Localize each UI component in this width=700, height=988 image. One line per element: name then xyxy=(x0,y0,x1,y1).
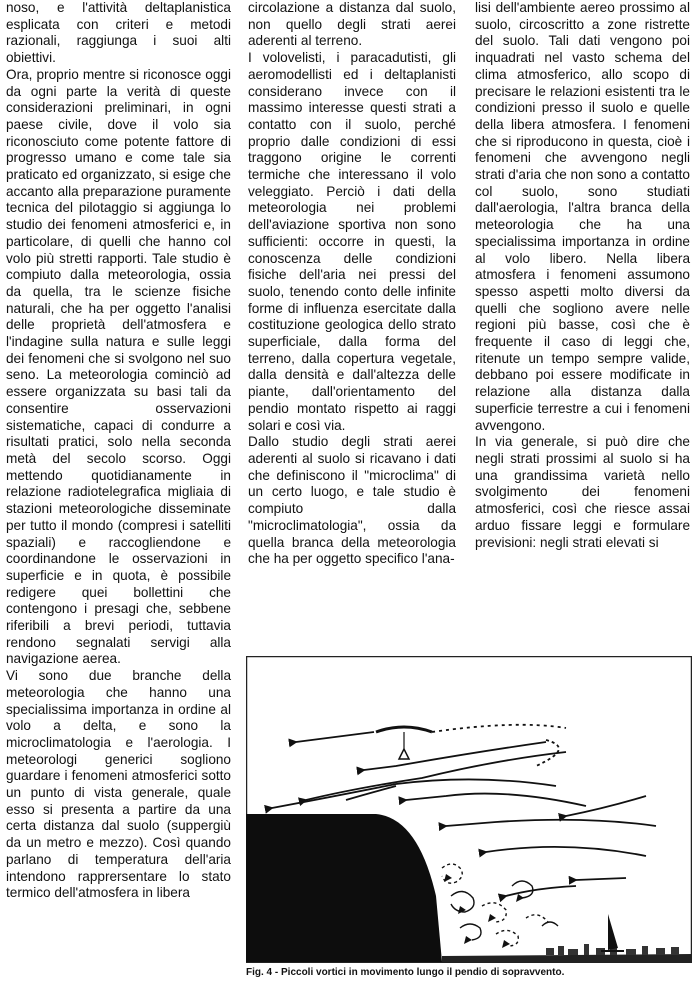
text-column-2 xyxy=(248,0,456,568)
paragraph: lisi dell'ambiente aereo prossimo al suolo, circoscritto a zone ristrette del suolo. Tali dati vengono poi inquadrati nel vasto schema del clima atmosferico, allo scopo di precisare le relazioni esistenti tra le condizioni presso il suolo e quelle della libera atmosfera. I fenomeni che si riproducono in questa, cioè i fenomeni che avvengono negli strati d'aria che non sono a contatto col suolo, sono studiati dall'aerologia, l'altra branca della meteorologia che ha una specialissima importanza in ordine al volo libero. Nella libera atmosfera i fenomeni assumono spesso aspetti molto diversi da quelli che sogliono avere nelle regioni più basse, così che è frequente il caso di leggi che, ritenute un tempo sempre valide, debbano poi essere modificate in relazione alla distanza dalla superficie terrestre a cui i fenomeni avvengono. xyxy=(475,0,690,433)
text-column-3 xyxy=(475,0,690,551)
figure-caption: Fig. 4 - Piccoli vortici in movimento lungo il pendio di sopravvento. xyxy=(246,967,565,978)
wind-illustration xyxy=(246,656,692,963)
paragraph: Vi sono due branche della meteorologia che hanno una specialissima importanza in ordine al volo a delta, e sono la microclimatologia e l'aerologia. I meteorologi generici sogliono guardare i fenomeni atmosferici sotto un punto di vista generale, quale esso si presenta a partire da una certa distanza dal suolo (suppergiù da un metro e mezzo). Così quando parlano di temperatura dell'aria intendono rapprersentare lo stato termico dell'atmosfera in libera xyxy=(6,668,231,901)
paragraph: Ora, proprio mentre si riconosce oggi da ogni parte la verità di queste considerazioni preliminari, in ogni paese civile, dove il volo sia riconosciuto come potente fattore di progresso umano e come tale sia praticato ed organizzato, si esige che accanto alla preparazione puramente tecnica del pilotaggio si aggiunga lo studio dei fenomeni atmosferici e, in particolare, di quelli che hanno col volo più stretti rapporti. Tale studio è compiuto dalla meteorologia, ossia da quella, tra le scienze fisiche naturali, che ha per oggetto l'analisi delle proprietà dell'atmosfera e l'indagine sulla natura e sulle leggi dei fenomeni che si svolgono nel suo seno. La meteorologia cominciò ad essere organizzata su basi tali da consentire osservazioni sistematiche, capaci di condurre a risultati pratici, solo nella seconda metà del secolo scorso. Oggi mettendo quotidianamente in relazione radiotelegrafica migliaia di stazioni meteorologiche disseminate per tutto il mondo (compresi i satelliti spaziali) e raccogliendone e coordinandone le osservazioni in superficie e in quota, è possibile redigere quei bollettini che contengono i presagi che, sebbene riferibili a brevi periodi, tuttavia rendono segnalati servigi alla navigazione aerea. xyxy=(6,66,231,667)
paragraph: I volovelisti, i paracadutisti, gli aeromodellisti ed i deltaplanisti considerano invece con il massimo interesse questi strati a contatto con il suolo, perché proprio dalle condizioni di essi traggono origine le correnti termiche che interessano il volo veleggiato. Perciò i dati della meteorologia nei problemi dell'aviazione sportiva non sono sufficienti: occorre in questi, la conoscenza delle condizioni fisiche dell'aria nei pressi del suolo, tenendo conto delle infinite forme di influenza esercitate dalla costituzione geologica dello strato superficiale, dalla forma del terreno, dalla copertura vegetale, dalla densità e dall'altezza delle piante, dall'orientamento del pendio montato rispetto ai raggi solari e così via. xyxy=(248,50,456,433)
paragraph: Dallo studio degli strati aerei aderenti al suolo si ricavano i dati che definiscono il "microclima" di un certo luogo, e tale studio è compiuto dalla "microclimatologia", ossia da quella branca della meteorologia che ha per oggetto specifico l'ana- xyxy=(248,434,456,567)
text-column-1 xyxy=(6,0,231,902)
paragraph: circolazione a distanza dal suolo, non quello degli strati aerei aderenti al terreno. xyxy=(248,0,456,49)
figure-wind-vortices xyxy=(246,656,692,963)
paragraph: noso, e l'attività deltaplanistica esplicata con criteri e metodi razionali, raggiunga i suoi alti obiettivi. xyxy=(6,0,231,66)
paragraph: In via generale, si può dire che negli strati prossimi al suolo si ha una grandissima varietà nello svolgimento dei fenomeni atmosferici, così che riesce assai arduo fissare leggi e formulare previsioni: negli strati elevati si xyxy=(475,434,690,550)
